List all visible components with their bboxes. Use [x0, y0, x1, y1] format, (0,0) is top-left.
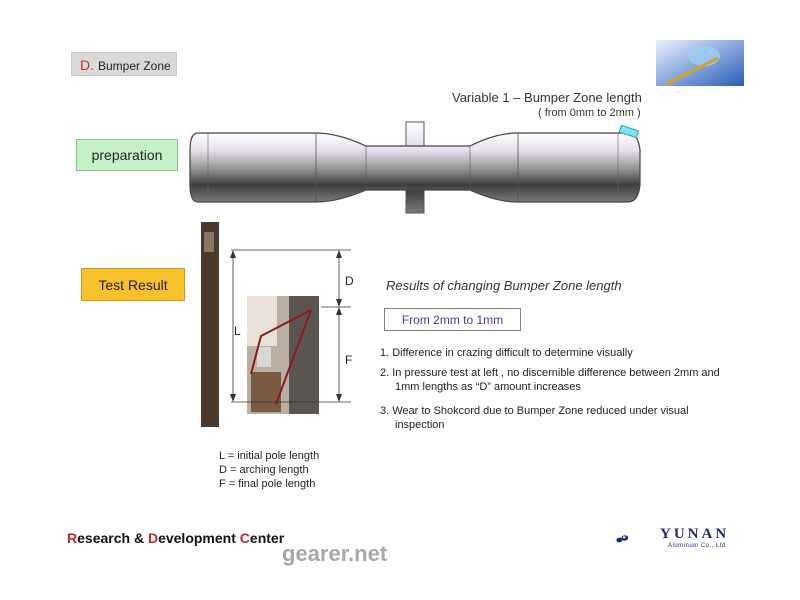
variable-range: ( from 0mm to 2mm ): [538, 107, 641, 119]
range-box: From 2mm to 1mm: [384, 308, 521, 331]
label-D: D: [345, 274, 354, 288]
center-label-part: enter: [249, 530, 285, 546]
result-point: 1. Difference in crazing difficult to determine visually: [380, 347, 633, 359]
result-point: 2. In pressure test at left , no discernible difference between 2mm and 1mm lengths as “D” amount increases: [380, 367, 720, 393]
company-logo-icon: [616, 526, 660, 552]
legend-item: L = initial pole length: [219, 450, 320, 462]
label-F: F: [345, 353, 353, 367]
section-tag: [71, 52, 177, 76]
center-label-part: D: [147, 530, 159, 546]
center-label-part: C: [239, 530, 250, 546]
watermark: gearer.net: [282, 541, 388, 566]
legend: [219, 449, 319, 491]
variable-label: Variable 1 – Bumper Zone length: [452, 90, 642, 105]
section-title: Bumper Zone: [98, 59, 171, 73]
research-center-label: [67, 530, 284, 546]
pressure-test-diagram: [201, 222, 361, 432]
results-title: Results of changing Bumper Zone length: [386, 278, 622, 293]
test-result-label: Test Result: [81, 268, 185, 301]
result-point: 3. Wear to Shokcord due to Bumper Zone reduced under visual inspection: [380, 405, 689, 431]
legend-item: D = arching length: [219, 464, 309, 476]
company-subtitle: Aluminum Co., Ltd: [668, 543, 726, 549]
pole-illustration: [188, 120, 648, 215]
center-label-part: evelopment: [158, 530, 240, 546]
company-name: YUNAN: [660, 526, 730, 542]
results-list: [380, 346, 730, 438]
preparation-label: preparation: [76, 139, 178, 171]
section-letter: D.: [80, 57, 94, 73]
corner-decoration-icon: [656, 40, 744, 86]
legend-item: F = final pole length: [219, 478, 316, 490]
center-label-part: R: [67, 530, 78, 546]
center-label-part: esearch &: [77, 530, 148, 546]
label-L: L: [234, 324, 241, 338]
